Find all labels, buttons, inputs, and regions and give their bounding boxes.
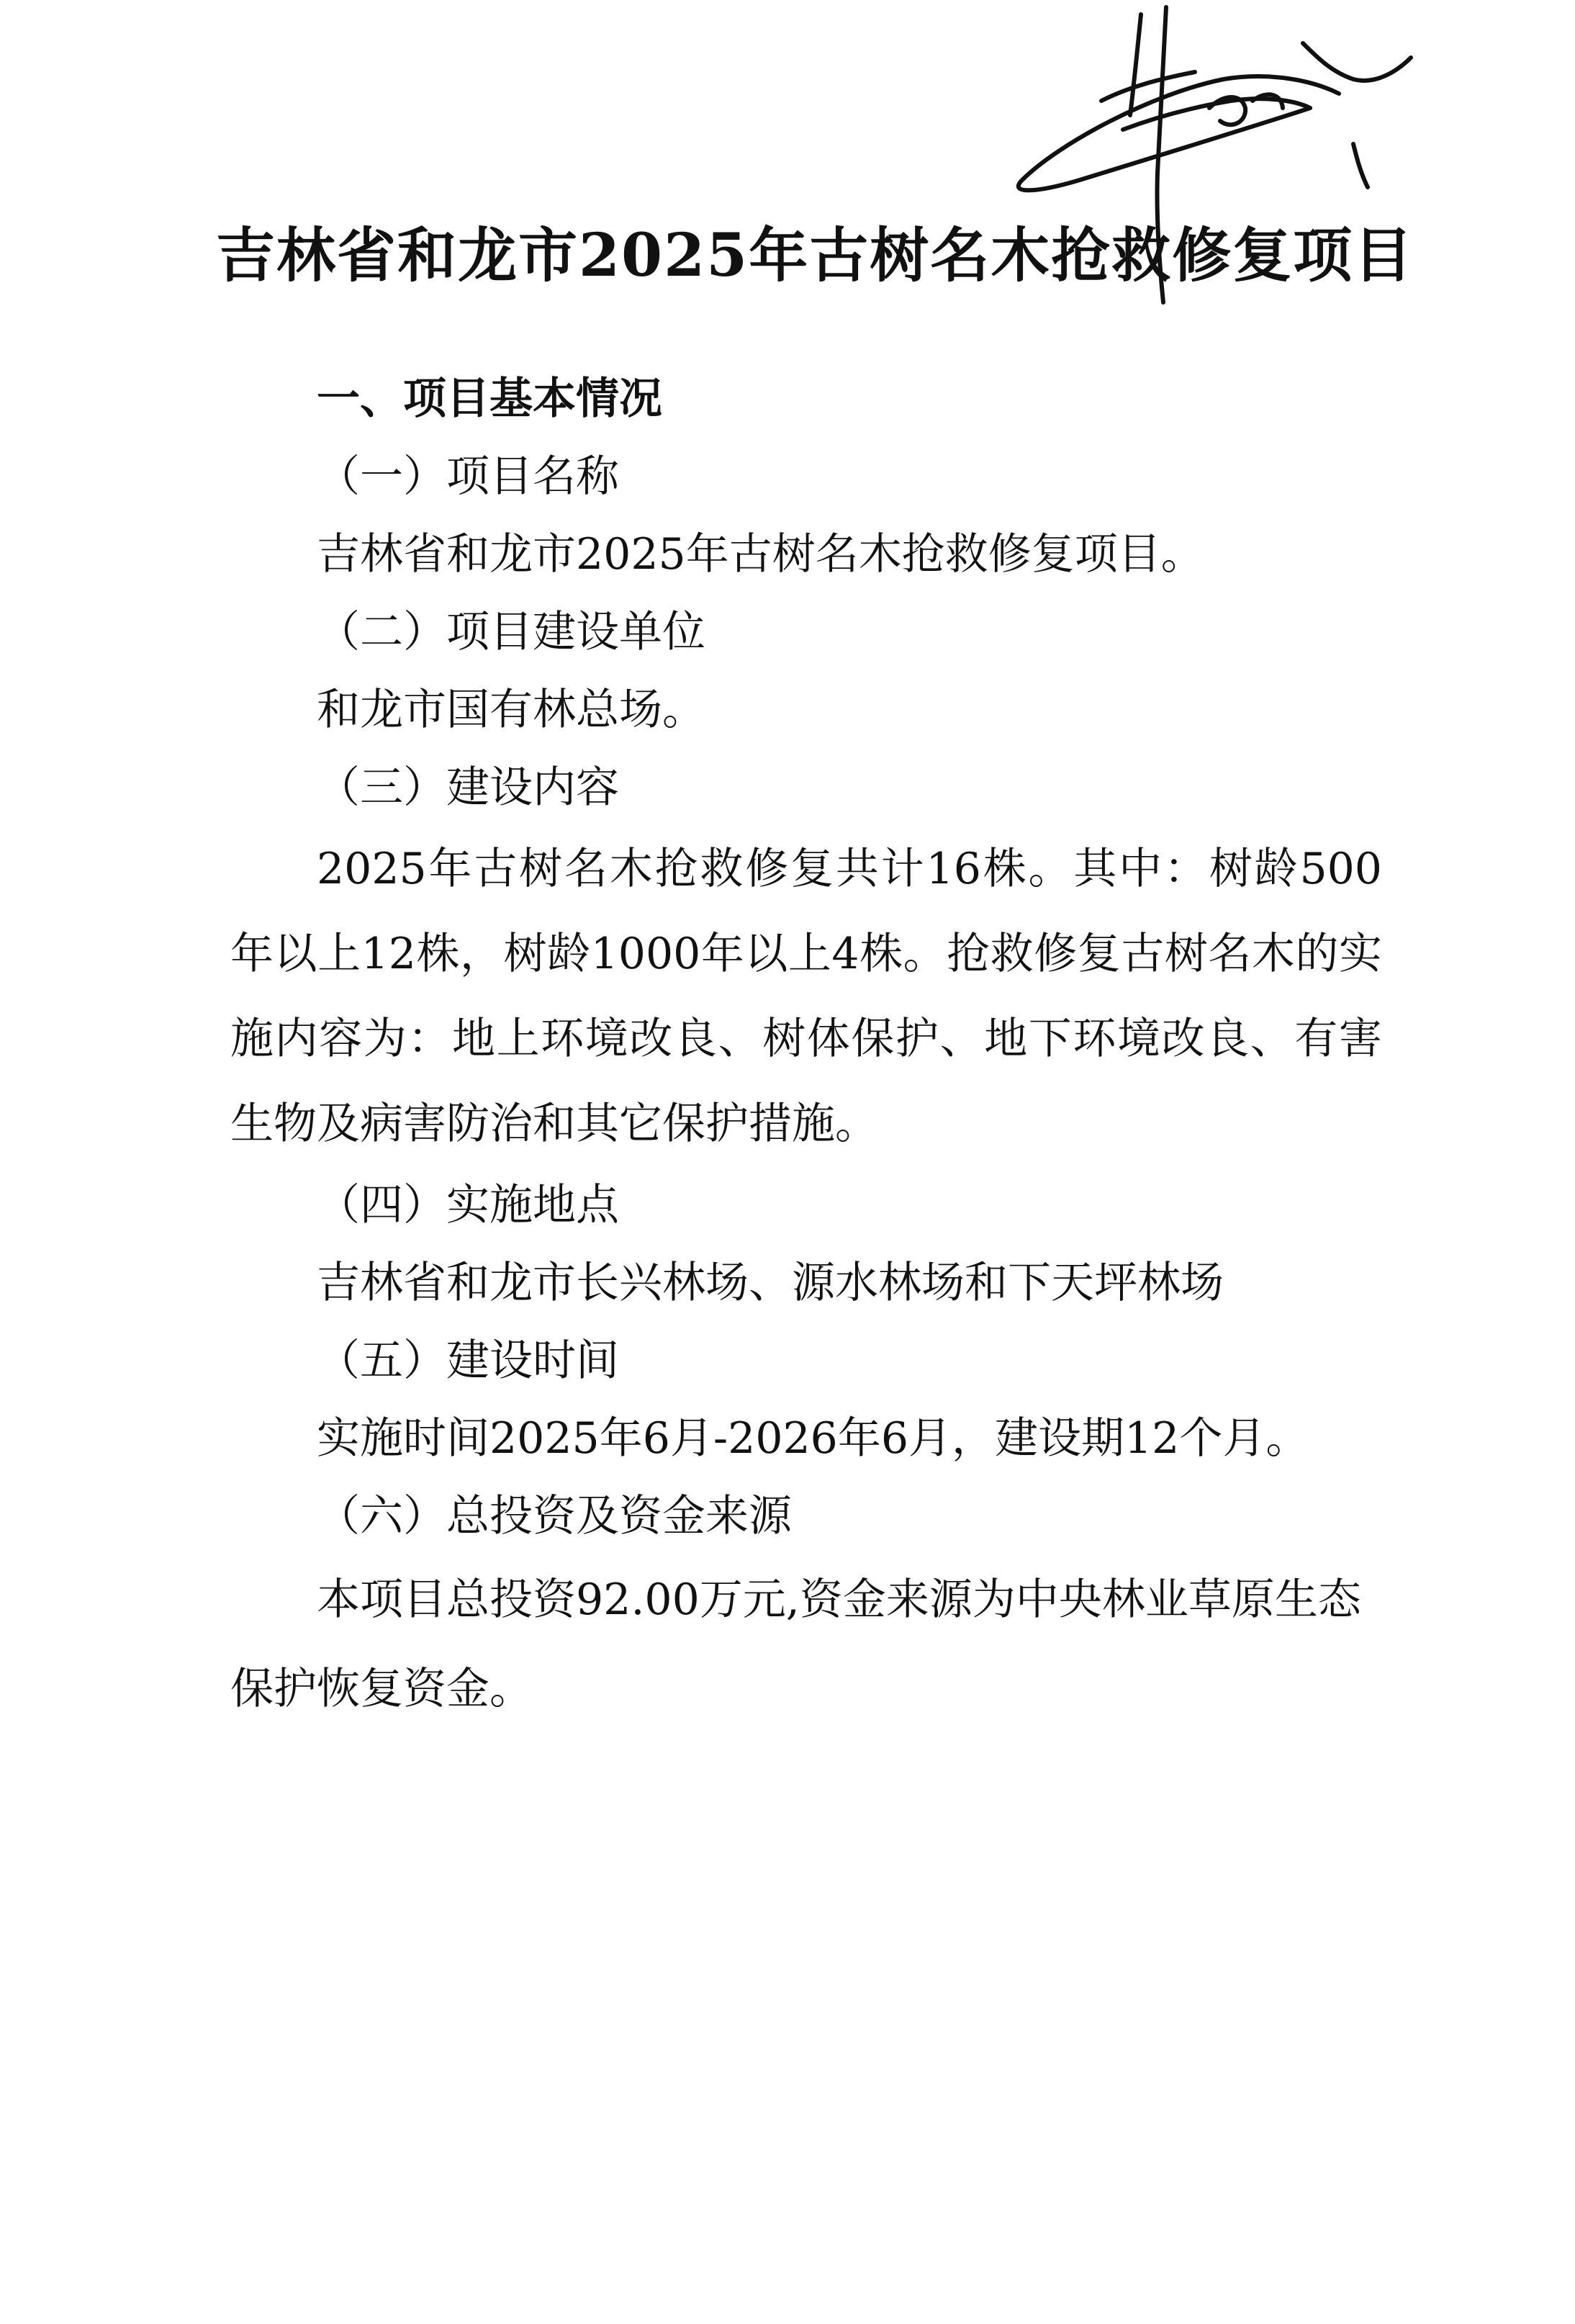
section-5-label: （五）建设时间 <box>317 1336 619 1386</box>
document-body <box>230 360 1382 1734</box>
section-2-text: 和龙市国有林总场。 <box>317 685 705 735</box>
section-2-label: （二）项目建设单位 <box>317 607 705 657</box>
section-3-label: （三）建设内容 <box>317 762 619 813</box>
section-1-text: 吉林省和龙市2025年古树名木抢救修复项目。 <box>317 529 1204 580</box>
section-heading: 一、项目基本情况 <box>317 374 662 424</box>
section-1-label: （一）项目名称 <box>317 451 619 502</box>
section-6-label: （六）总投资及资金来源 <box>317 1491 792 1541</box>
section-3-text: 2025年古树名木抢救修复共计16株。其中：树龄500年以上12株，树龄1000年以上4株。抢救修复古树名木的实施内容为：地上环境改良、树体保护、地下环境改良、有害生物及病害防治和其它保护措施。 <box>230 844 1382 1149</box>
section-6-text: 本项目总投资92.00万元,资金来源为中央林业草原生态保护恢复资金。 <box>230 1575 1361 1714</box>
document-title: 吉林省和龙市2025年古树名木抢救修复项目 <box>216 221 1414 290</box>
section-4-text: 吉林省和龙市长兴林场、源水林场和下天坪林场 <box>317 1258 1224 1308</box>
section-4-label: （四）实施地点 <box>317 1180 619 1230</box>
section-5-text: 实施时间2025年6月-2026年6月，建设期12个月。 <box>317 1413 1309 1464</box>
